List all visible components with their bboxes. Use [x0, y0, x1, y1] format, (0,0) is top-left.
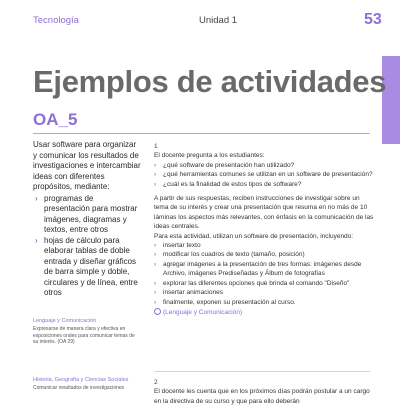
- oa-code: OA_5: [33, 110, 78, 129]
- question-item: › ¿cuál es la finalidad de estos tipos de software?: [154, 180, 374, 189]
- step-item: › insertar texto: [154, 241, 374, 250]
- objective-column: [33, 140, 141, 299]
- page-title: Ejemplos de actividades: [33, 64, 387, 99]
- unit-label: Unidad 1: [199, 15, 238, 26]
- cross-reference-text: (Lenguaje y Comunicación): [163, 308, 243, 316]
- objective-list: [33, 194, 141, 299]
- page-header: [0, 0, 400, 34]
- side-note-label: Lenguaje y Comunicación: [33, 318, 97, 324]
- objective-text: Usar software para organizar y comunicar los resultados de investigaciones e intercambiar ideas con diferentes propósitos, mediante:: [33, 140, 141, 191]
- activity-number: 1: [154, 143, 158, 150]
- side-note-historia: [33, 377, 141, 392]
- side-note-label: Historia, Geografía y Ciencias Sociales: [33, 377, 129, 383]
- subject-label: Tecnología: [33, 15, 79, 26]
- activity-intro: El docente pregunta a los estudiantes:: [154, 152, 265, 160]
- oa-divider: [33, 133, 370, 134]
- activity-paragraph: A partir de sus respuestas, reciben instrucciones de investigar sobre un tema de su interés y crear una presentación que resuma en no más de 10 láminas los aspectos más relevantes, con énfasis en la comunicación de las ideas centrales.: [154, 195, 374, 231]
- activity-paragraph: Para esta actividad, utilizan un software de presentación, incluyendo:: [154, 232, 354, 240]
- activity-number: 2: [154, 379, 158, 386]
- side-note-body: Expresarse de manera clara y efectiva en exposiciones orales para comunicar temas de su interés. (OA 29): [33, 326, 135, 345]
- step-item: › agregar imágenes a la presentación de tres formas: imágenes desde Archivo, imágenes Prediseñadas y Álbum de fotografías: [154, 260, 374, 279]
- question-item: › ¿qué software de presentación han utilizado?: [154, 161, 374, 170]
- objective-item: › hojas de cálculo para elaborar tablas de doble entrada y diseñar gráficos de barra simple y doble, circulares y de línea, entre otros: [33, 236, 141, 299]
- activity-2: [154, 378, 374, 406]
- activity-1: [154, 142, 374, 317]
- step-item: › insertar animaciones: [154, 288, 374, 297]
- question-list: [154, 161, 374, 189]
- circle-link-icon: [154, 308, 161, 315]
- activity-text: El docente les cuenta que en los próximos días podrán postular a un cargo en la directiva de su curso y que para ello deberán: [154, 388, 370, 405]
- step-item: › finalmente, exponen su presentación al curso.: [154, 298, 374, 307]
- page-number: 53: [364, 11, 382, 28]
- step-item: › explorar las diferentes opciones que brinda el comando "Diseño": [154, 279, 374, 288]
- question-item: › ¿qué herramientas comunes se utilizan en un software de presentación?: [154, 170, 374, 179]
- activity-divider: [154, 371, 370, 372]
- side-note-body: Comunicar resultados de investigaciones: [33, 385, 125, 391]
- cross-reference: [154, 308, 374, 317]
- step-list: [154, 241, 374, 307]
- side-note-lenguaje: [33, 318, 141, 346]
- step-item: › modificar los cuadros de texto (tamaño, posición): [154, 250, 374, 259]
- objective-item: › programas de presentación para mostrar imágenes, diagramas y textos, entre otros: [33, 194, 141, 236]
